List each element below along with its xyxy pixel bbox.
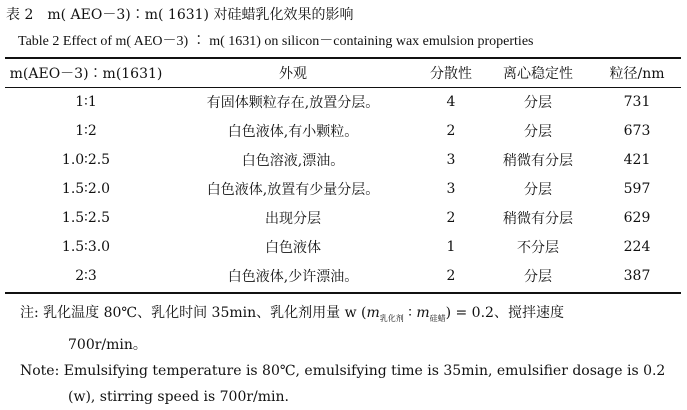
table-row	[5, 261, 681, 290]
table-notes	[20, 300, 680, 410]
cell-dispersibility: 3	[446, 151, 456, 168]
cell-appearance: 白色液体,有小颗粒。	[227, 123, 359, 140]
results-table	[5, 59, 681, 290]
cell-stability: 分层	[524, 123, 552, 140]
cell-dispersibility: 2	[446, 122, 456, 139]
cell-particle-size: 731	[623, 93, 651, 110]
cell-ratio: 1∶1	[75, 93, 97, 110]
note-chinese-line-2: 700r/min。	[68, 336, 147, 353]
table-title-chinese: m( AEO－3)∶m( 1631) 对硅蜡乳化效果的影响	[47, 7, 354, 23]
cell-stability: 稍微有分层	[503, 210, 573, 227]
header-dispersibility: 分散性	[430, 66, 472, 82]
note-english-line-2: (w), stirring speed is 700r/min.	[68, 388, 289, 405]
cell-dispersibility: 4	[446, 93, 456, 110]
cell-ratio: 2∶3	[75, 267, 97, 284]
cell-stability: 不分层	[517, 239, 559, 256]
table-row	[5, 116, 681, 145]
cell-particle-size: 597	[623, 180, 651, 197]
cell-dispersibility: 2	[446, 267, 456, 284]
table-row	[5, 174, 681, 203]
cell-particle-size: 629	[623, 209, 651, 226]
cell-ratio: 1.5∶2.0	[61, 180, 111, 197]
cell-appearance: 白色液体,放置有少量分层。	[206, 181, 380, 198]
header-particle-size: 粒径/nm	[609, 66, 665, 82]
cell-appearance: 白色液体	[265, 239, 321, 256]
table-bottom-rule	[5, 292, 681, 294]
cell-particle-size: 387	[623, 267, 651, 284]
table-row	[5, 145, 681, 174]
header-centrifugal-stability: 离心稳定性	[503, 66, 573, 82]
table-caption-english: Table 2 Effect of m( AEO－3) ∶ m( 1631) on silicon－containing wax emulsion properties	[18, 34, 534, 49]
cell-stability: 分层	[524, 181, 552, 198]
cell-appearance: 出现分层	[265, 210, 321, 227]
cell-stability: 分层	[524, 94, 552, 111]
note-english-line-1: Note: Emulsifying temperature is 80℃, emulsifying time is 35min, emulsifier dosage is 0.2	[20, 362, 666, 379]
cell-dispersibility: 1	[446, 238, 456, 255]
cell-appearance: 有固体颗粒存在,放置分层。	[206, 94, 380, 111]
table-row	[5, 87, 681, 116]
cell-stability: 稍微有分层	[503, 152, 573, 169]
cell-appearance: 白色溶液,漂油。	[241, 152, 345, 169]
note-chinese-line-1: 注: 乳化温度 80℃、乳化时间 35min、乳化剂用量 w ($m_{乳化剂}$ ∶ $m_{硅蜡}) = 0.2$、搅拌速度	[20, 305, 564, 323]
cell-ratio: 1∶2	[75, 122, 97, 139]
cell-particle-size: 673	[623, 122, 651, 139]
cell-appearance: 白色液体,少许漂油。	[227, 268, 359, 285]
table-number: 表 2	[6, 7, 34, 23]
table-row	[5, 203, 681, 232]
table-caption-chinese	[6, 4, 353, 24]
cell-ratio: 1.5∶3.0	[61, 238, 111, 255]
cell-ratio: 1.5∶2.5	[61, 209, 111, 226]
cell-stability: 分层	[524, 268, 552, 285]
table-row	[5, 232, 681, 261]
cell-particle-size: 224	[623, 238, 651, 255]
header-appearance: 外观	[279, 66, 307, 82]
cell-particle-size: 421	[623, 151, 651, 168]
cell-dispersibility: 3	[446, 180, 456, 197]
table-header-row	[5, 59, 681, 87]
header-ratio: m(AEO－3)∶m(1631)	[9, 66, 163, 82]
cell-dispersibility: 2	[446, 209, 456, 226]
cell-ratio: 1.0∶2.5	[61, 151, 111, 168]
